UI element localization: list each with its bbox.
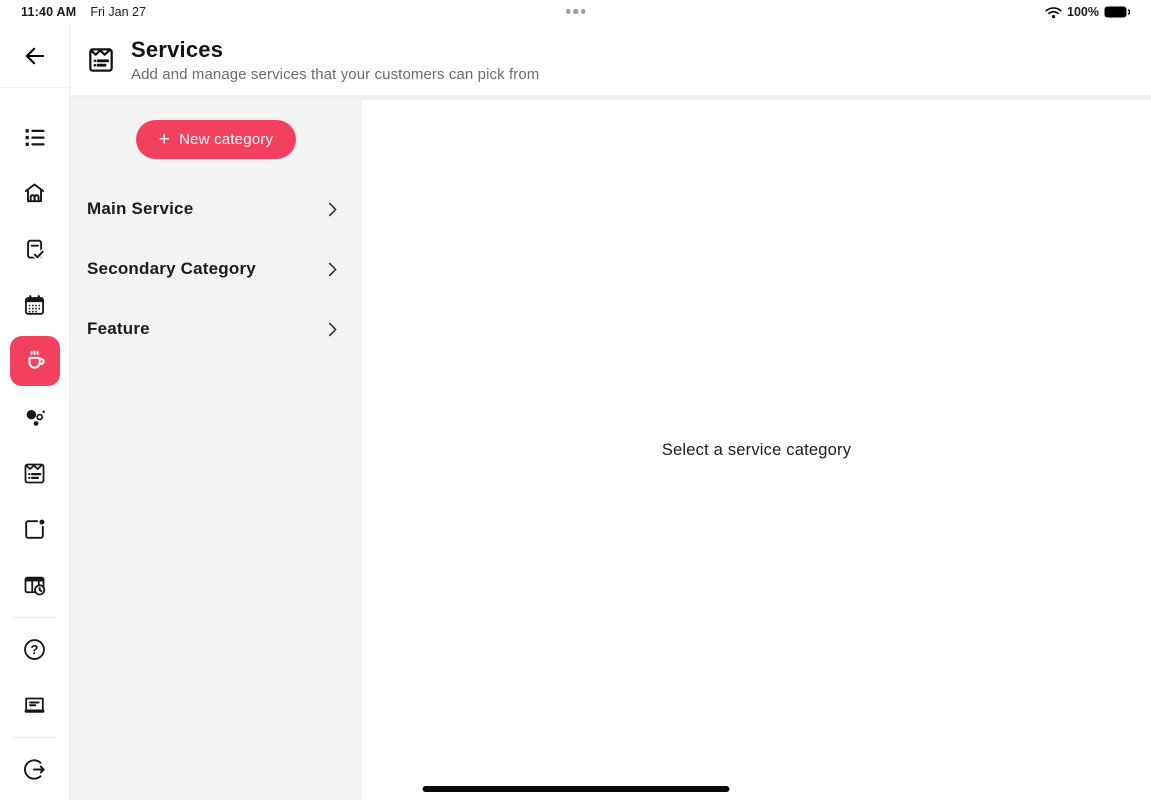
page-subtitle: Add and manage services that your customers can pick from — [131, 65, 540, 83]
page-header — [70, 24, 1151, 100]
announcement-icon — [21, 692, 48, 719]
sidebar-rail — [0, 24, 70, 800]
back-arrow-icon — [22, 43, 48, 69]
chevron-right-icon — [323, 260, 342, 279]
sidebar-item-orders[interactable] — [10, 224, 60, 274]
content-column — [70, 24, 1151, 800]
services-menu-icon — [85, 44, 117, 76]
sidebar-nav — [10, 88, 60, 800]
page-title: Services — [131, 36, 224, 62]
empty-state-message: Select a service category — [661, 440, 852, 459]
category-label: Main Service — [87, 199, 194, 218]
status-date: Fri Jan 27 — [90, 5, 146, 19]
plus-icon: + — [158, 128, 171, 150]
category-item-main-service[interactable] — [70, 179, 362, 239]
status-time: 11:40 AM — [21, 5, 77, 19]
sidebar-item-calendar[interactable] — [10, 280, 60, 330]
menu-list-icon — [21, 124, 48, 151]
sidebar-item-logout[interactable] — [10, 744, 60, 794]
help-icon — [21, 636, 48, 663]
home-indicator[interactable] — [422, 786, 729, 792]
category-item-feature[interactable] — [70, 299, 362, 359]
category-list — [70, 179, 362, 359]
status-left — [21, 5, 146, 19]
battery-percent: 100% — [1067, 5, 1099, 19]
services-menu-icon — [21, 460, 48, 487]
header-text — [131, 37, 539, 83]
sidebar-divider — [14, 617, 56, 618]
document-check-icon — [21, 236, 48, 263]
sidebar-item-assistant[interactable] — [10, 392, 60, 442]
app-frame — [0, 24, 1151, 800]
multitask-dots — [566, 9, 586, 14]
sidebar-item-home[interactable] — [10, 168, 60, 218]
back-button[interactable] — [15, 36, 55, 76]
app-body — [70, 100, 1151, 800]
category-label: Secondary Category — [87, 259, 256, 278]
back-area — [0, 24, 69, 88]
table-schedule-icon — [21, 572, 48, 599]
category-label: Feature — [87, 319, 150, 338]
sidebar-item-service-menu[interactable] — [10, 448, 60, 498]
new-category-label: New category — [179, 131, 274, 148]
category-panel — [70, 100, 362, 800]
new-category-button[interactable] — [136, 120, 296, 159]
sidebar-item-schedule-table[interactable] — [10, 560, 60, 610]
sidebar-item-services[interactable] — [10, 336, 60, 386]
wifi-icon — [1045, 6, 1062, 19]
assistant-dots-icon — [21, 404, 48, 431]
logout-icon — [21, 756, 48, 783]
battery-icon — [1104, 6, 1130, 18]
sidebar-item-announcements[interactable] — [10, 680, 60, 730]
main-pane — [362, 100, 1151, 800]
svg-text:?: ? — [30, 641, 39, 657]
chevron-right-icon — [323, 200, 342, 219]
chevron-right-icon — [323, 320, 342, 339]
sidebar-divider — [14, 737, 56, 738]
sidebar-item-list[interactable] — [10, 112, 60, 162]
window-notification-icon — [21, 516, 48, 543]
sidebar-item-help[interactable] — [10, 624, 60, 674]
home-icon — [21, 180, 48, 207]
category-item-secondary-category[interactable] — [70, 239, 362, 299]
status-bar — [0, 0, 1151, 24]
status-right — [1045, 5, 1130, 19]
coffee-cup-icon — [21, 347, 49, 375]
calendar-icon — [21, 292, 48, 319]
sidebar-item-apps[interactable] — [10, 504, 60, 554]
